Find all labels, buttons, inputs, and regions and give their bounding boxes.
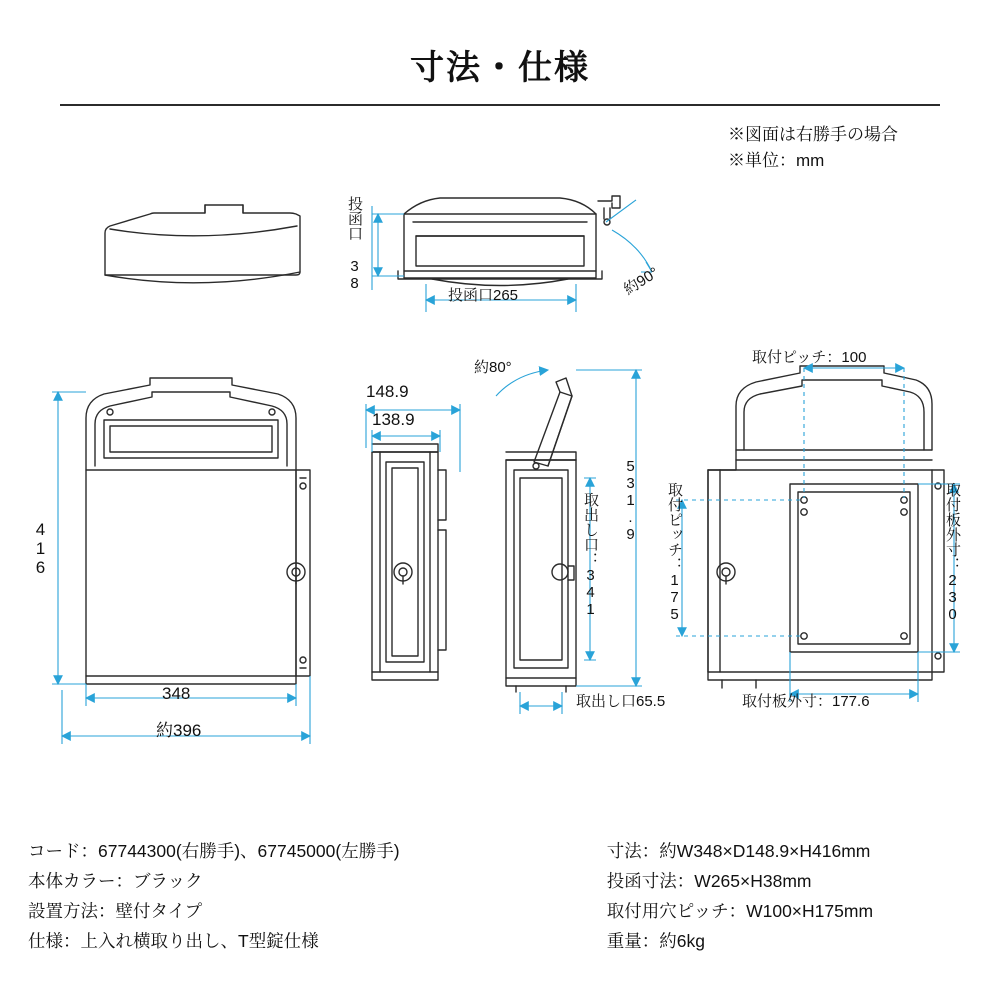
spec-color: 本体カラー：ブラック	[28, 871, 203, 892]
dim-takeout-width: 取出し口65.5	[576, 693, 666, 710]
dim-plate-outer-v: 取付板外寸：230	[944, 482, 961, 623]
dim-mount-pitch-v: 取付ピッチ：175	[666, 482, 683, 623]
section-view-shape	[506, 378, 576, 692]
dim-side-inner-depth: 138.9	[372, 410, 415, 429]
dim-side-outer-depth: 148.9	[366, 382, 409, 401]
front-view-shape	[86, 378, 310, 684]
spec-size: 寸法：約W348×D148.9×H416mm	[606, 841, 871, 861]
page-title: 寸法・仕様	[410, 49, 590, 87]
spec-footer	[28, 836, 972, 956]
dim-front-width: 348	[162, 684, 191, 703]
dim-plate-outer-h: 取付板外寸：177.6	[742, 693, 870, 710]
dim-slot-width: 投函口265	[448, 287, 519, 304]
spec-code: コード：67744300(右勝手)、67745000(左勝手)	[28, 841, 400, 861]
dim-mount-pitch-h: 取付ピッチ：100	[752, 349, 867, 366]
spec-hole-pitch: 取付用穴ピッチ：W100×H175mm	[606, 901, 874, 922]
note-line-2: ※単位：mm	[728, 150, 825, 170]
side-view-shape	[372, 444, 446, 680]
dim-section-height: 531.9	[622, 458, 639, 543]
spec-weight: 重量：約6kg	[606, 931, 706, 952]
dim-front-width-overall: 約396	[156, 721, 202, 740]
dim-slot-depth: 投函口 38	[346, 196, 363, 292]
dim-front-height: 416	[31, 520, 50, 577]
spec-type: 仕様：上入れ横取り出し、T型錠仕様	[28, 931, 319, 952]
note-line-1: ※図面は右勝手の場合	[728, 125, 898, 144]
slot-detail-shape	[398, 196, 620, 286]
mounting-plate-shape	[708, 366, 944, 688]
top-view-shape	[105, 205, 300, 283]
dim-door-angle: 約80°	[474, 359, 512, 376]
spec-column-right	[607, 836, 972, 956]
spec-install-method: 設置方法：壁付タイプ	[28, 901, 203, 922]
spec-column-left	[28, 836, 577, 956]
spec-slot-size: 投函寸法：W265×H38mm	[606, 871, 812, 892]
dim-takeout-height: 取出し口：341	[582, 492, 599, 618]
dim-lid-angle: 約90°	[620, 264, 662, 299]
